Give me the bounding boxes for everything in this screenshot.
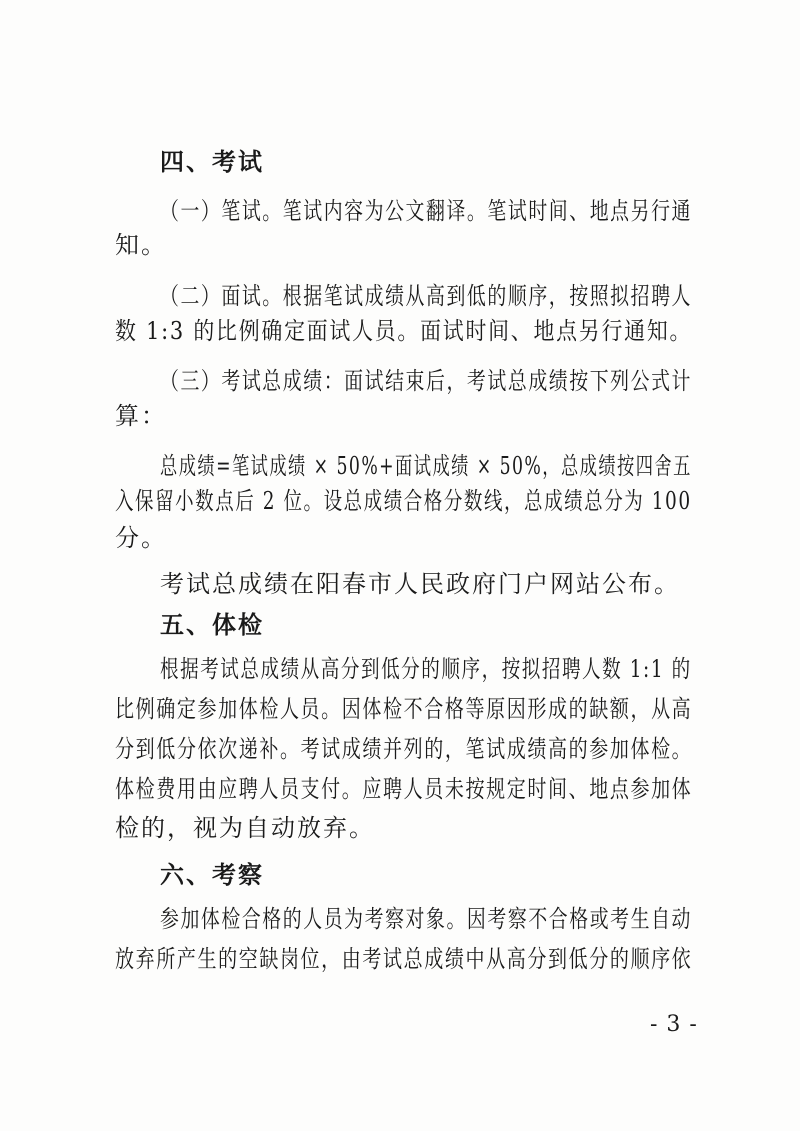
paragraph-line: 入保留小数点后 2 位。设总成绩合格分数线，总成绩总分为 100 [115, 487, 692, 515]
paragraph-line: （三）考试总成绩：面试结束后，考试总成绩按下列公式计 [160, 367, 693, 395]
section-heading-physical-exam: 五、体检 [160, 611, 264, 639]
section-heading-exam: 四、考试 [160, 148, 264, 176]
paragraph-line: 比例确定参加体检人员。因体检不合格等原因形成的缺额，从高 [115, 695, 693, 723]
paragraph-line: 分到低分依次递补。考试成绩并列的，笔试成绩高的参加体检。 [115, 735, 693, 763]
paragraph-line: 总成绩=笔试成绩 × 50%+面试成绩 × 50%，总成绩按四舍五 [160, 452, 692, 480]
section-heading-inspection: 六、考察 [160, 861, 264, 889]
paragraph-line: 参加体检合格的人员为考察对象。因考察不合格或考生自动 [160, 905, 693, 933]
paragraph-line: （二）面试。根据笔试成绩从高到低的顺序，按照拟招聘人 [160, 282, 693, 310]
paragraph-line: （一）笔试。笔试内容为公文翻译。笔试时间、地点另行通 [160, 197, 693, 225]
paragraph-line: 分。 [115, 524, 167, 552]
paragraph-line: 知。 [115, 231, 167, 259]
paragraph-line: 体检费用由应聘人员支付。应聘人员未按规定时间、地点参加体 [115, 775, 693, 803]
page-number: - 3 - [650, 1012, 698, 1037]
paragraph-line: 数 1:3 的比例确定面试人员。面试时间、地点另行通知。 [115, 317, 693, 345]
paragraph-line: 放弃所产生的空缺岗位，由考试总成绩中从高分到低分的顺序依 [115, 945, 693, 973]
paragraph-line: 考试总成绩在阳春市人民政府门户网站公布。 [160, 570, 680, 598]
paragraph-line: 根据考试总成绩从高分到低分的顺序，按拟招聘人数 1:1 的 [160, 655, 692, 683]
paragraph-line: 检的，视为自动放弃。 [115, 814, 375, 842]
paragraph-line: 算： [115, 402, 167, 430]
